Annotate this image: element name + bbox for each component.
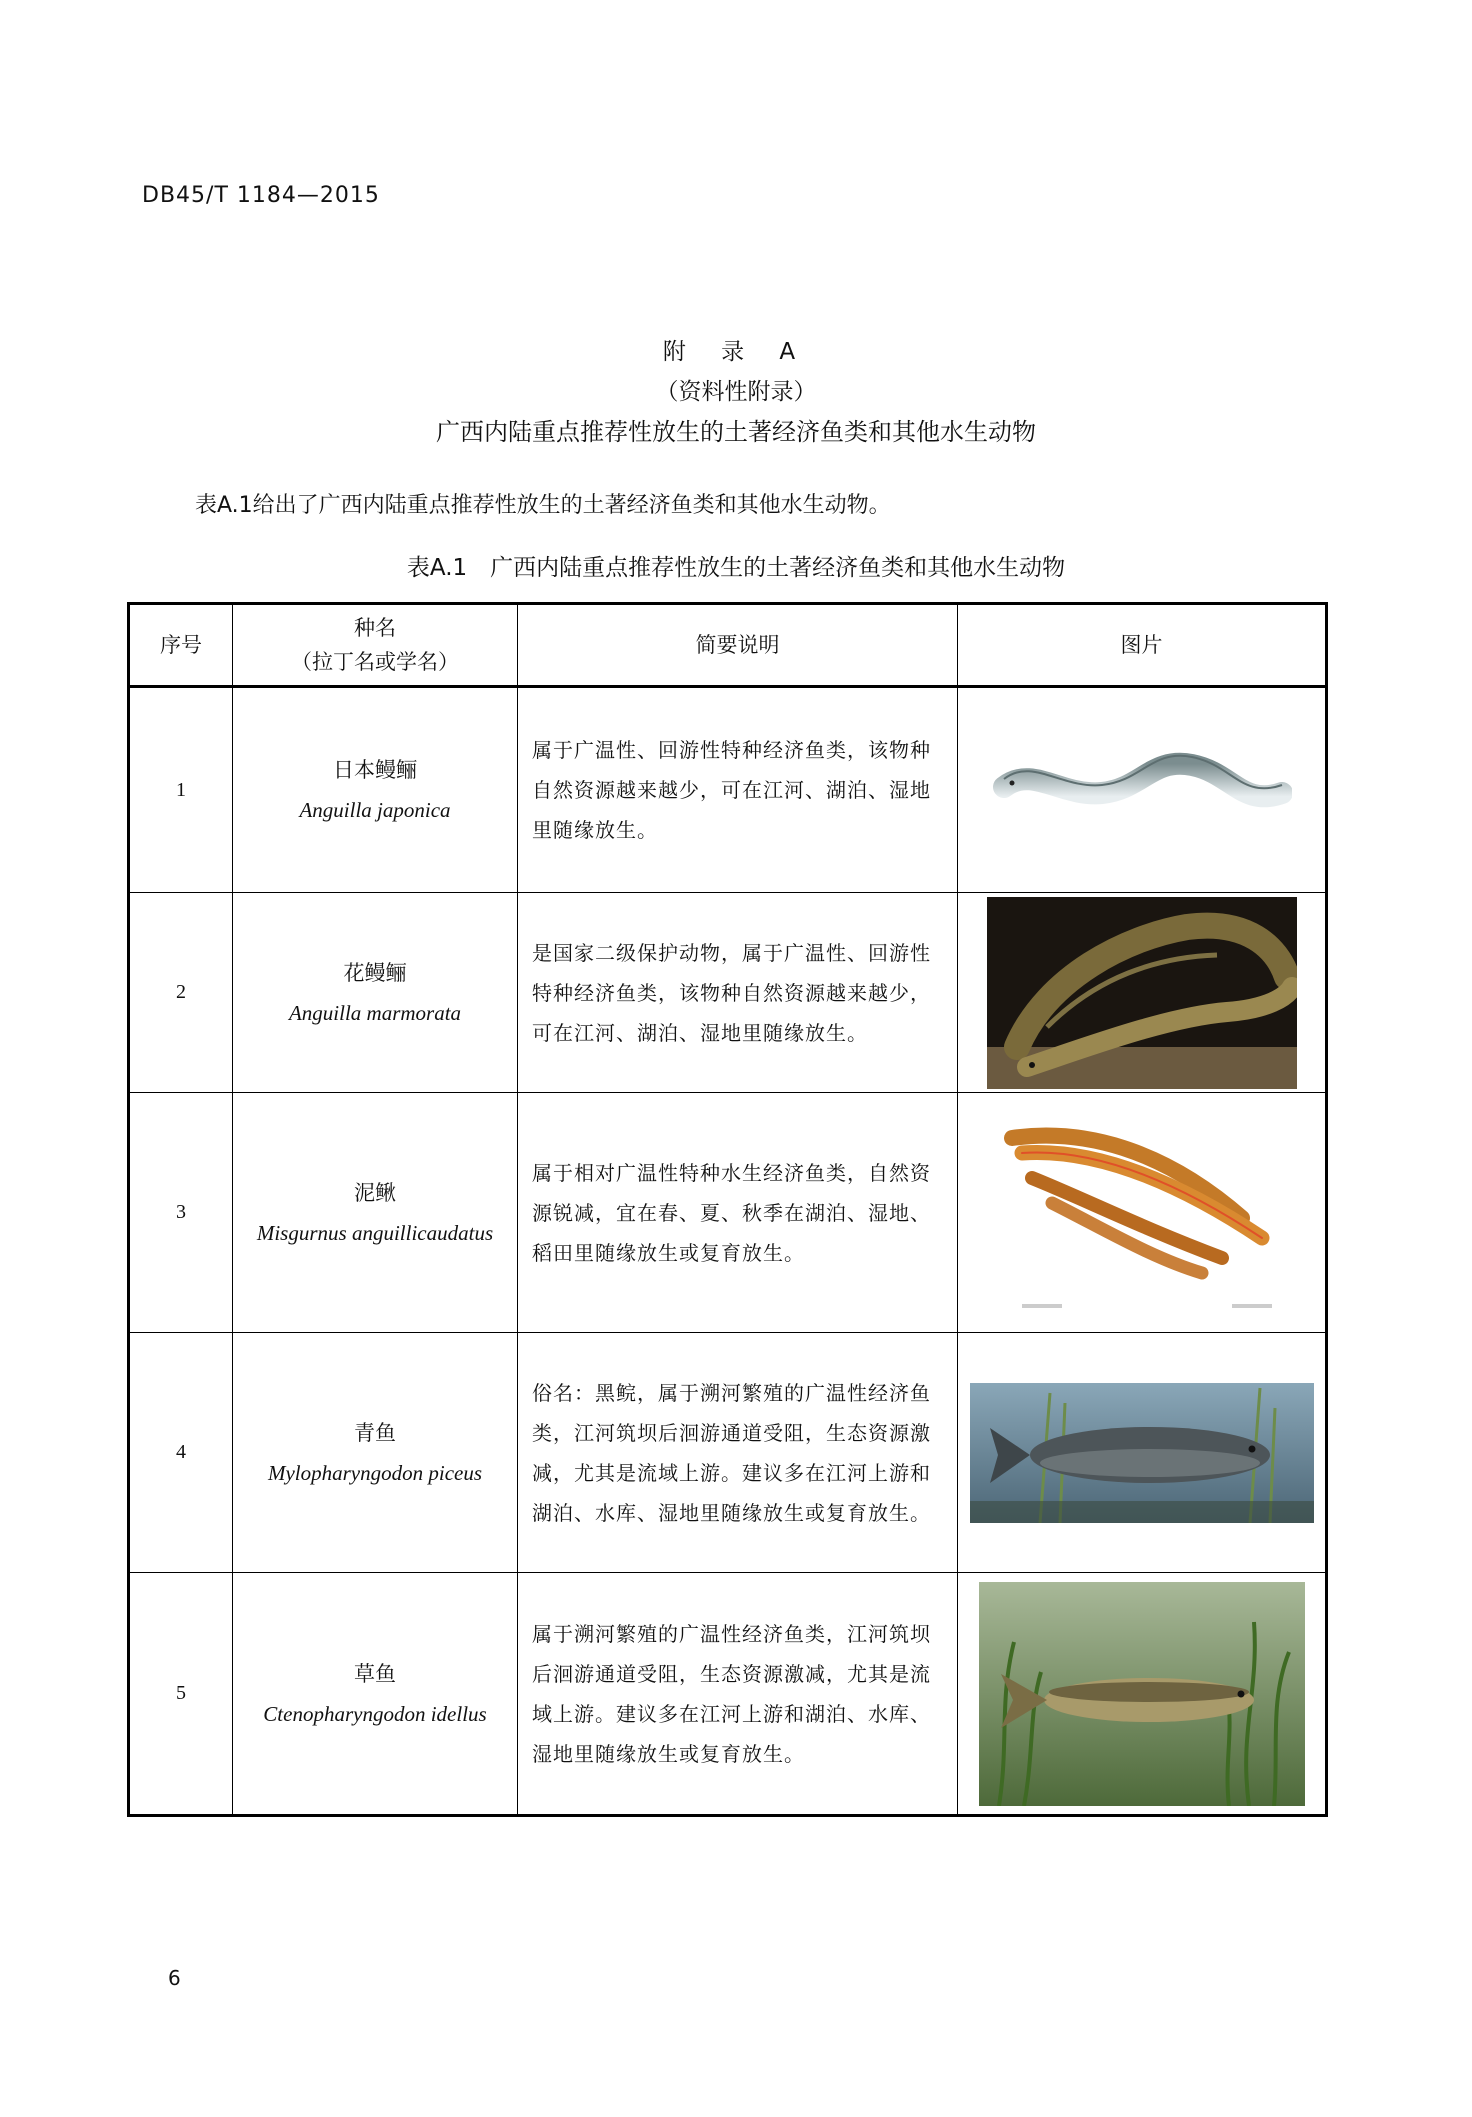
species-cn-name: 泥鳅 — [354, 1180, 396, 1205]
intro-paragraph: 表A.1给出了广西内陆重点推荐性放生的土著经济鱼类和其他水生动物。 — [195, 493, 891, 518]
marbled-eel-image — [987, 897, 1297, 1089]
species-name — [233, 1333, 518, 1573]
header-name-line2: （拉丁名或学名） — [291, 650, 459, 674]
species-description: 是国家二级保护动物，属于广温性、回游性特种经济鱼类，该物种自然资源越来越少，可在江河、湖泊、湿地里随缘放生。 — [518, 893, 958, 1093]
header-name — [233, 604, 518, 687]
table-row — [129, 1333, 1327, 1573]
species-description: 俗名：黑鲩，属于溯河繁殖的广温性经济鱼类，江河筑坝后洄游通道受阻，生态资源激减，尤其是流域上游。建议多在江河上游和湖泊、水库、湿地里随缘放生或复育放生。 — [518, 1333, 958, 1573]
species-image-cell — [958, 1573, 1327, 1816]
header-no: 序号 — [129, 604, 233, 687]
header-pic: 图片 — [958, 604, 1327, 687]
species-cn-name: 花鳗鲡 — [343, 960, 407, 985]
header-desc: 简要说明 — [518, 604, 958, 687]
row-number: 1 — [129, 687, 233, 893]
species-latin-name: Ctenopharyngodon idellus — [263, 1701, 487, 1726]
loach-image — [992, 1108, 1292, 1318]
species-image-cell — [958, 893, 1327, 1093]
species-image-cell — [958, 687, 1327, 893]
table-header-row — [129, 604, 1327, 687]
black-carp-image — [970, 1383, 1314, 1523]
species-latin-name: Anguilla japonica — [299, 798, 451, 822]
species-name — [233, 1093, 518, 1333]
appendix-main-title: 广西内陆重点推荐性放生的土著经济鱼类和其他水生动物 — [436, 418, 1036, 446]
species-table — [127, 602, 1328, 1817]
appendix-title: 附 录 A — [662, 339, 810, 365]
table-row — [129, 1573, 1327, 1816]
document-code: DB45/T 1184—2015 — [142, 183, 380, 208]
species-image-cell — [958, 1333, 1327, 1573]
row-number: 2 — [129, 893, 233, 1093]
species-cn-name: 日本鳗鲡 — [333, 758, 417, 782]
table-row — [129, 687, 1327, 893]
species-image-cell — [958, 1093, 1327, 1333]
species-cn-name: 草鱼 — [354, 1661, 396, 1686]
species-description: 属于广温性、回游性特种经济鱼类，该物种自然资源越来越少，可在江河、湖泊、湿地里随缘放生。 — [518, 687, 958, 893]
table-row — [129, 1093, 1327, 1333]
species-description: 属于相对广温性特种水生经济鱼类，自然资源锐减，宜在春、夏、秋季在湖泊、湿地、稻田里随缘放生或复育放生。 — [518, 1093, 958, 1333]
grass-carp-image — [979, 1582, 1305, 1806]
page-number: 6 — [168, 1966, 181, 1990]
table-caption: 表A.1 广西内陆重点推荐性放生的土著经济鱼类和其他水生动物 — [406, 555, 1066, 581]
species-cn-name: 青鱼 — [354, 1420, 396, 1445]
species-latin-name: Mylopharyngodon piceus — [267, 1460, 483, 1485]
species-name — [233, 687, 518, 893]
species-latin-name: Misgurnus anguillicaudatus — [256, 1220, 494, 1245]
table-row — [129, 893, 1327, 1093]
japanese-eel-image — [992, 735, 1292, 845]
appendix-subtitle: （资料性附录） — [655, 379, 817, 405]
species-latin-name: Anguilla marmorata — [288, 1000, 462, 1025]
species-name — [233, 1573, 518, 1816]
row-number: 3 — [129, 1093, 233, 1333]
row-number: 4 — [129, 1333, 233, 1573]
species-name — [233, 893, 518, 1093]
row-number: 5 — [129, 1573, 233, 1816]
species-description: 属于溯河繁殖的广温性经济鱼类，江河筑坝后洄游通道受阻，生态资源激减，尤其是流域上游。建议多在江河上游和湖泊、水库、湿地里随缘放生或复育放生。 — [518, 1573, 958, 1816]
header-name-line1: 种名 — [354, 616, 396, 640]
